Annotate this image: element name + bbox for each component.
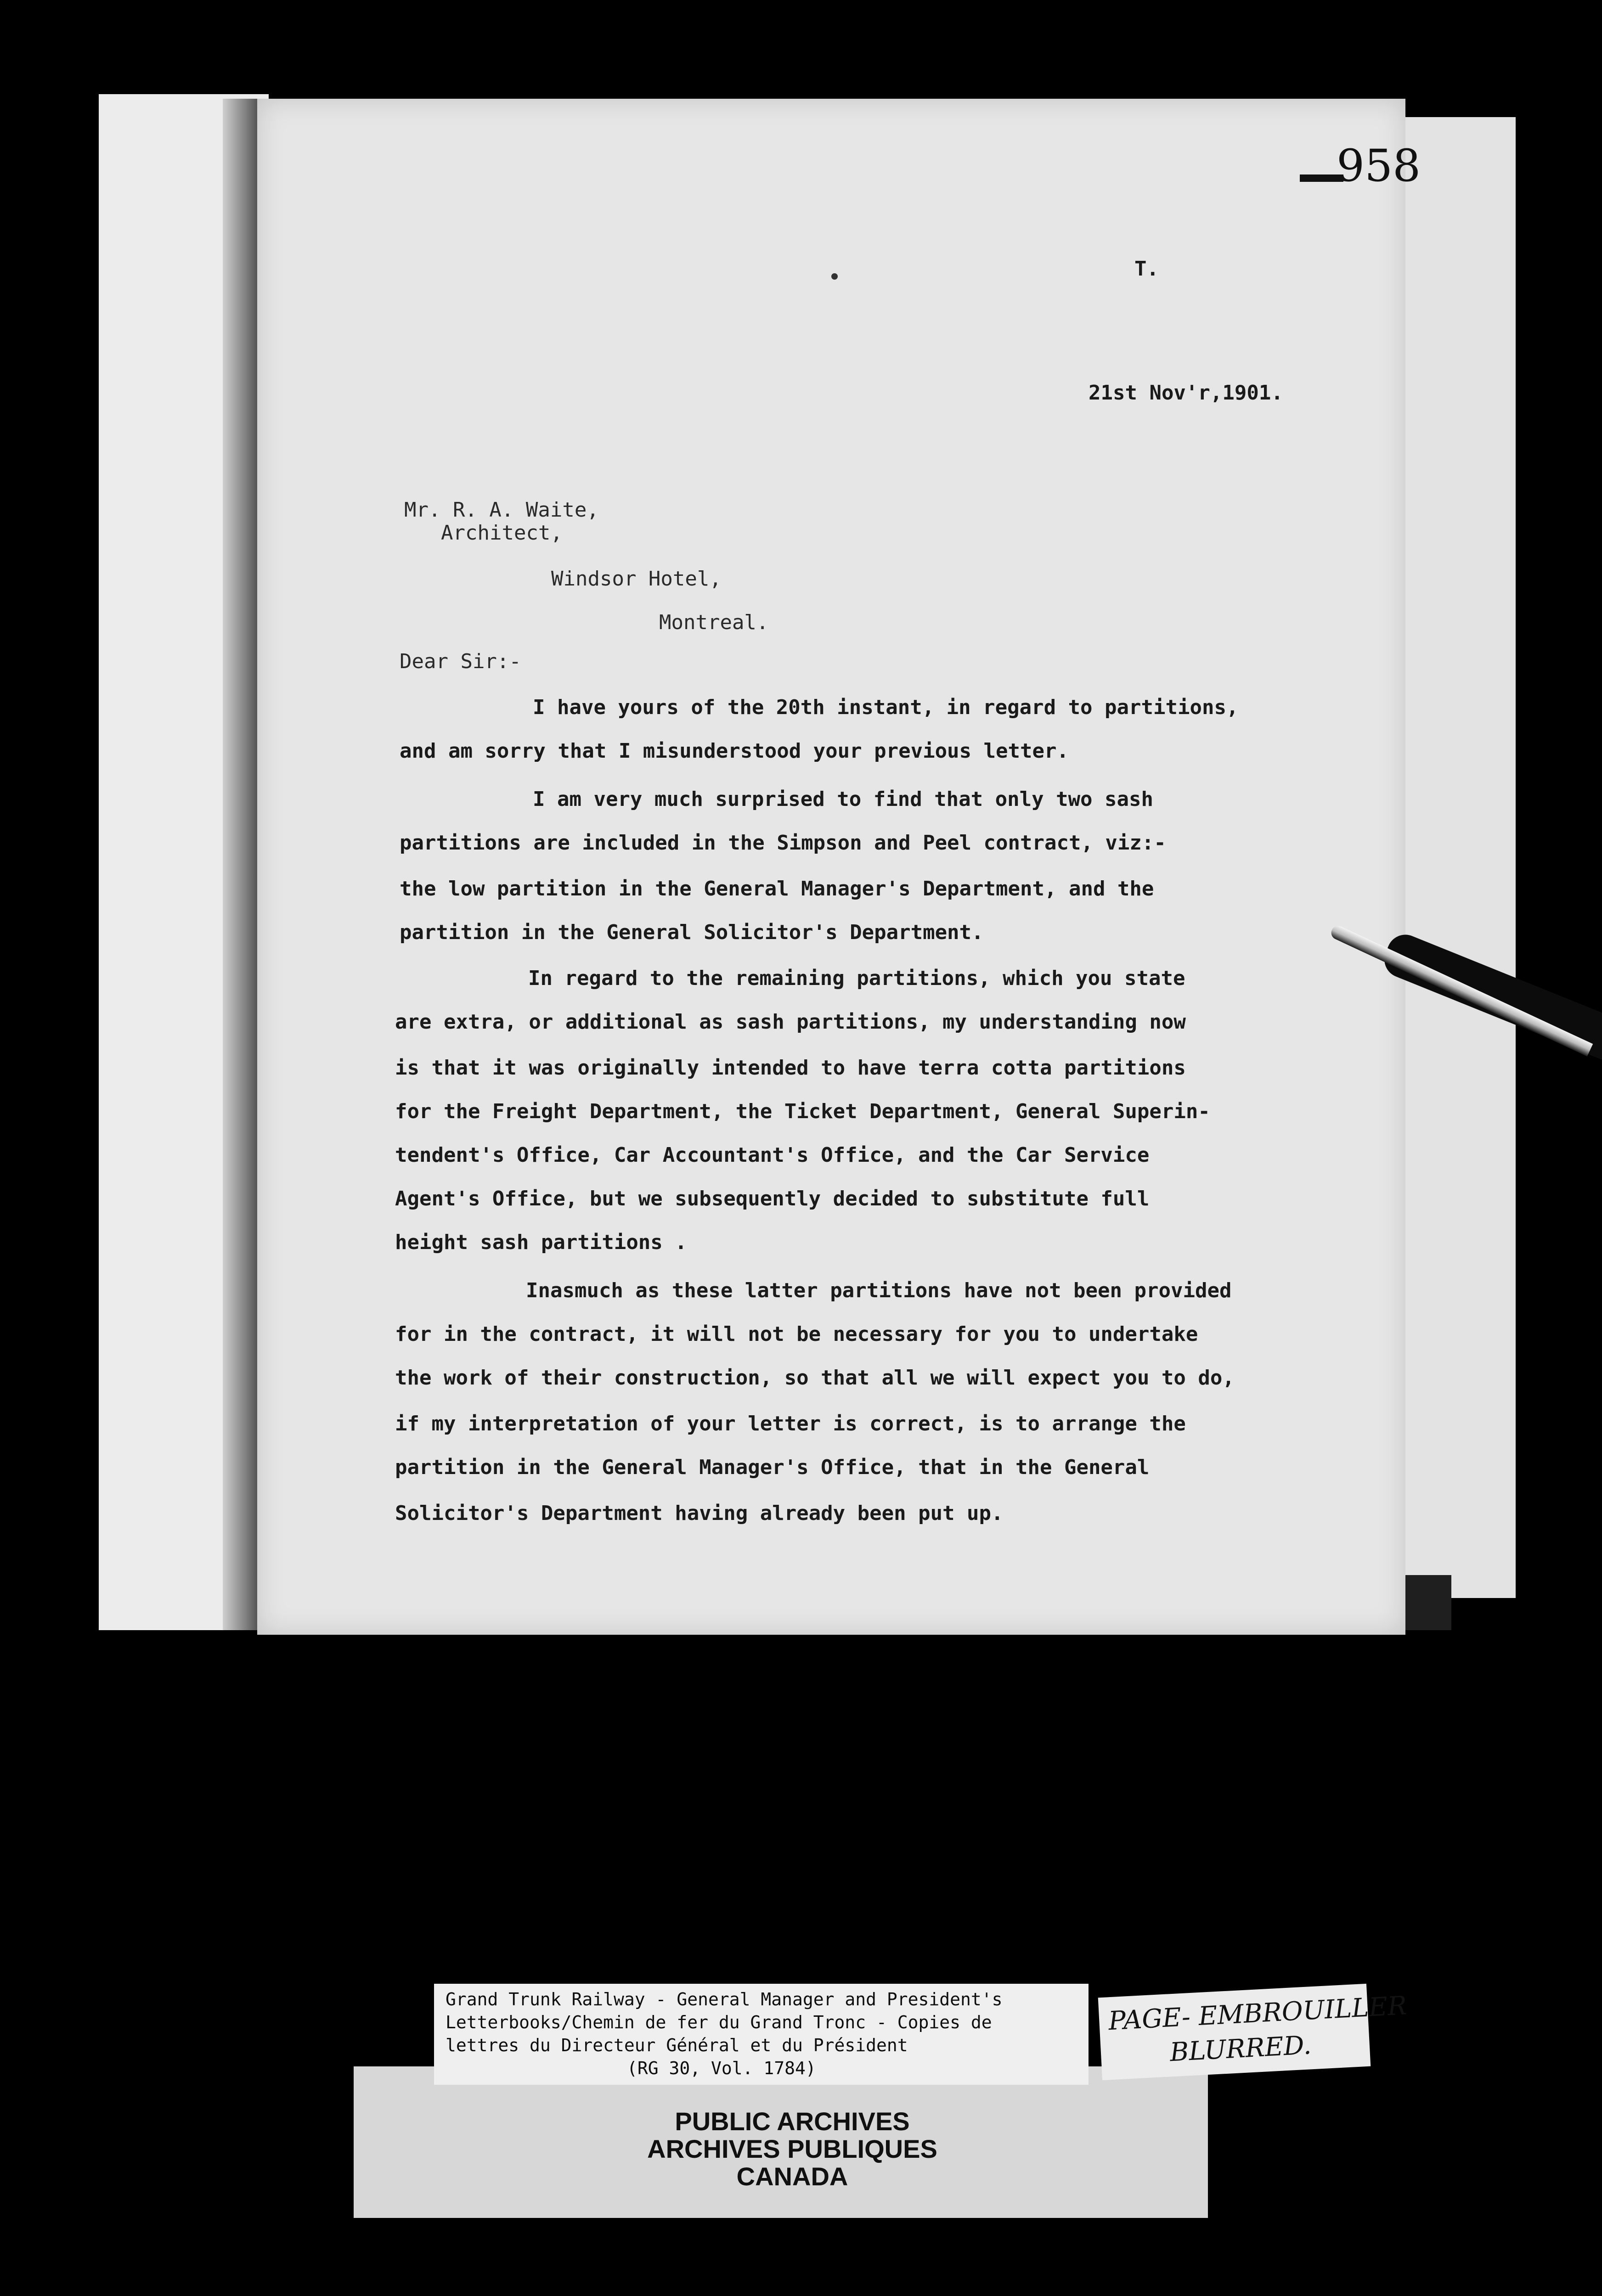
body-line: Agent's Office, but we subsequently decided to substitute full <box>395 1187 1150 1210</box>
body-line: and am sorry that I misunderstood your previous letter. <box>400 739 1069 763</box>
body-line: Solicitor's Department having already been put up. <box>395 1502 1004 1525</box>
archive-label-line: lettres du Directeur Général et du Président <box>446 2035 908 2055</box>
body-line: for the Freight Department, the Ticket Department, General Superin- <box>395 1100 1210 1123</box>
archive-label-line: Grand Trunk Railway - General Manager and President's <box>446 1989 1003 2009</box>
salutation: Dear Sir:- <box>400 650 521 673</box>
archive-label <box>434 1984 1089 2085</box>
body-line: In regard to the remaining partitions, which you state <box>528 967 1185 990</box>
body-line: if my interpretation of your letter is correct, is to arrange the <box>395 1412 1186 1435</box>
letter-date: 21st Nov'r,1901. <box>1089 381 1283 405</box>
body-line: the work of their construction, so that all we will expect you to do, <box>395 1366 1235 1390</box>
body-line: height sash partitions . <box>395 1231 687 1254</box>
stamp-line: CANADA <box>736 2162 848 2191</box>
letter-initial: T. <box>1134 257 1159 281</box>
body-line: partition in the General Manager's Office, that in the General <box>395 1456 1150 1479</box>
page-number: 958 <box>1337 140 1421 191</box>
recipient-address-1: Windsor Hotel, <box>551 567 722 591</box>
body-line: Inasmuch as these latter partitions have not been provided <box>526 1279 1232 1302</box>
stamp-line: PUBLIC ARCHIVES <box>675 2107 910 2136</box>
recipient-title: Architect, <box>441 521 563 545</box>
archive-label-line: (RG 30, Vol. 1784) <box>627 2058 816 2078</box>
body-line: are extra, or additional as sash partitions, my understanding now <box>395 1010 1186 1034</box>
stamp-line: ARCHIVES PUBLIQUES <box>647 2134 937 2163</box>
body-line: tendent's Office, Car Accountant's Office, and the Car Service <box>395 1143 1150 1167</box>
recipient-name: Mr. R. A. Waite, <box>404 498 599 522</box>
body-line: partitions are included in the Simpson and Peel contract, viz:- <box>400 831 1166 855</box>
body-line: I am very much surprised to find that only two sash <box>533 788 1154 811</box>
body-line: partition in the General Solicitor's Department. <box>400 921 984 944</box>
body-line: I have yours of the 20th instant, in regard to partitions, <box>533 696 1239 719</box>
body-line: for in the contract, it will not be necessary for you to undertake <box>395 1322 1198 1346</box>
letter-page <box>257 99 1405 1635</box>
note-line: BLURRED. <box>1169 2030 1312 2068</box>
body-line: is that it was originally intended to have terra cotta partitions <box>395 1056 1186 1080</box>
archive-label-line: Letterbooks/Chemin de fer du Grand Tronc - Copies de <box>446 2012 992 2032</box>
handwritten-note <box>1098 1984 1408 2080</box>
recipient-address-2: Montreal. <box>659 611 769 634</box>
ink-dot <box>831 273 838 280</box>
body-line: the low partition in the General Manager's Department, and the <box>400 877 1154 900</box>
note-line: PAGE- EMBROUILLER <box>1107 1991 1408 2037</box>
archives-stamp <box>613 2108 971 2209</box>
